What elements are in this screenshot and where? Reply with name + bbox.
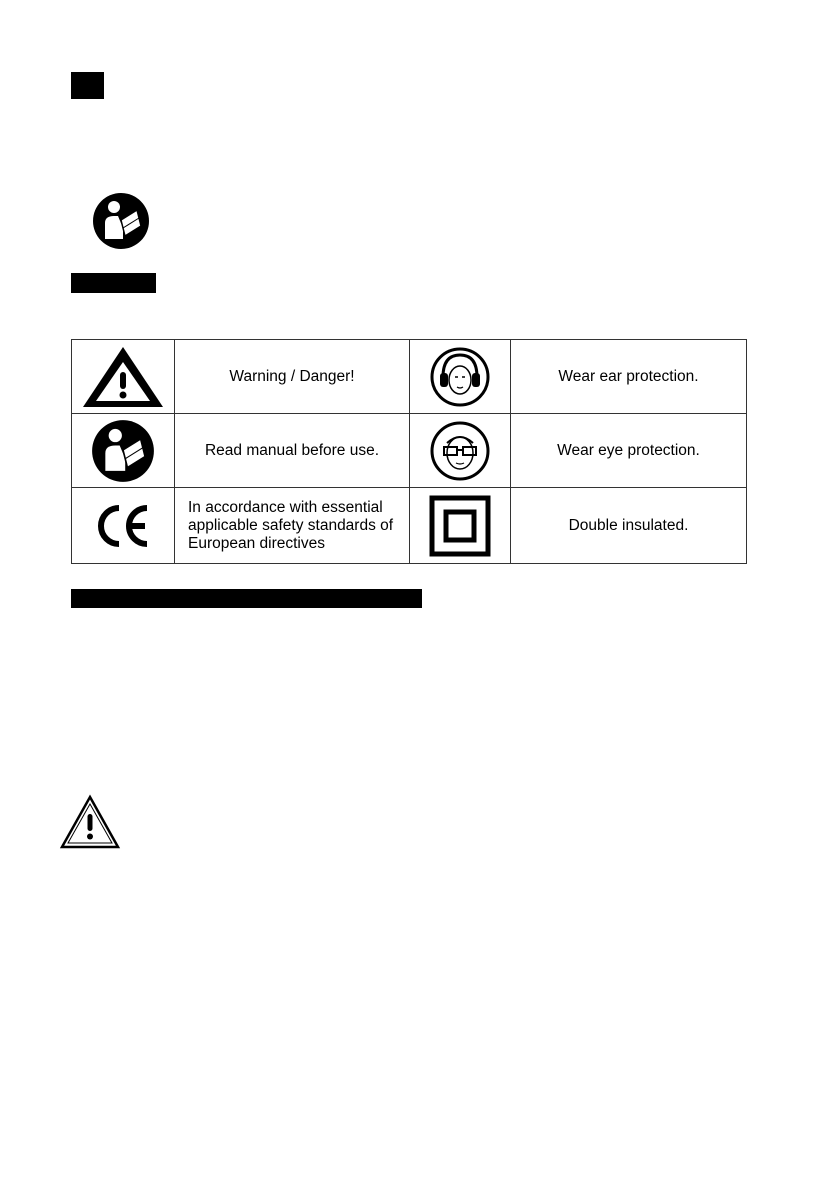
symbol-description: Warning / Danger! xyxy=(175,340,410,414)
symbols-table xyxy=(71,339,747,564)
table-row xyxy=(72,414,747,488)
symbol-description: In accordance with essential applicable safety standards of European directives xyxy=(175,488,410,564)
read-manual-icon xyxy=(92,192,150,250)
symbol-description: Wear eye protection. xyxy=(511,414,747,488)
double-insulated-icon xyxy=(410,488,511,564)
symbols-section-heading-bar xyxy=(71,273,156,293)
language-badge xyxy=(71,72,104,99)
symbol-description: Read manual before use. xyxy=(175,414,410,488)
eye-protection-icon xyxy=(410,414,511,488)
warning-triangle-icon xyxy=(72,340,175,414)
table-row xyxy=(72,488,747,564)
ce-mark-icon xyxy=(72,488,175,564)
symbol-description: Double insulated. xyxy=(511,488,747,564)
safety-section-heading-bar xyxy=(71,589,422,608)
table-row xyxy=(72,340,747,414)
warning-triangle-icon xyxy=(59,794,121,850)
symbol-description: Wear ear protection. xyxy=(511,340,747,414)
ear-protection-icon xyxy=(410,340,511,414)
footer-fragment xyxy=(0,1184,360,1192)
read-manual-icon xyxy=(72,414,175,488)
